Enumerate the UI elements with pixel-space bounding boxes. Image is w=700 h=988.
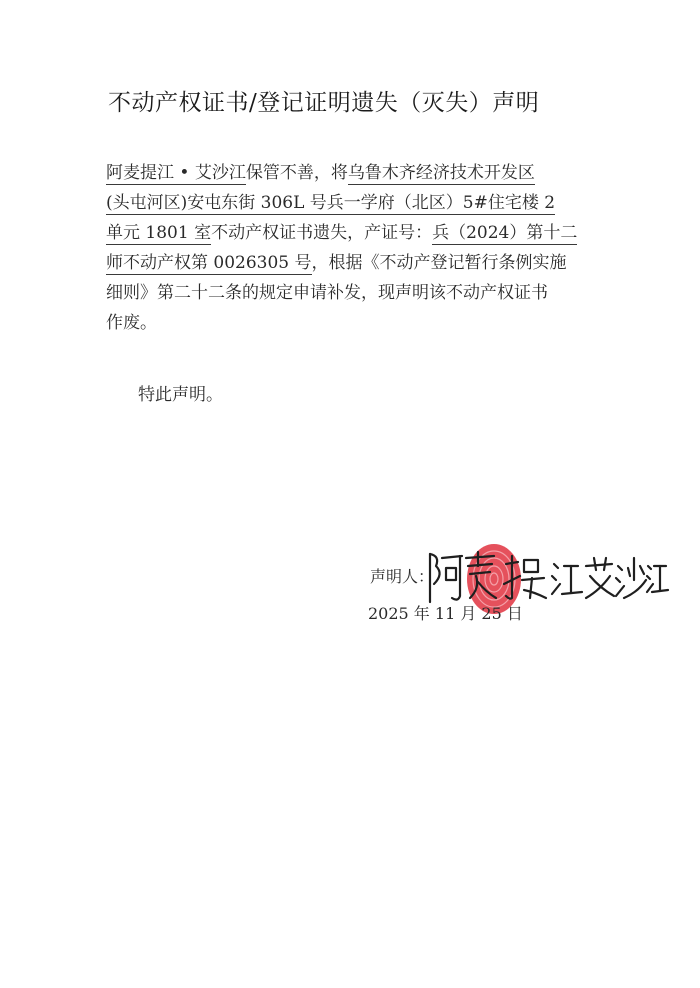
body-line-6: 作废。 [106,313,157,333]
certificate-number: 兵（2024）第十二 [432,223,578,243]
body-line-1 [106,158,594,188]
owner-name: 阿麦提江 • 艾沙江 [106,163,246,183]
property-address-continued: (头屯河区)安屯东街 306L 号兵一学府（北区）5#住宅楼 2 [106,193,556,213]
body-line-3 [106,218,594,248]
body-text-segment: ，根据《不动产登记暂行条例实施 [311,253,567,273]
body-line-5: 细则》第二十二条的规定申请补发，现声明该不动产权证书 [106,283,548,303]
property-unit: 单元 1801 室 [106,223,212,243]
declarant-label: 声明人： [370,567,435,586]
body-line-4 [106,248,594,278]
property-address: 乌鲁木齐经济技术开发区 [347,163,535,183]
certificate-number-continued: 师不动产权第 0026305 号 [106,253,312,273]
statement-body [106,158,594,338]
statement-date: 2025 年 11 月 25 日 [368,604,523,623]
page-title: 不动产权证书/登记证明遗失（灭失）声明 [108,90,540,116]
body-line-2 [106,188,594,218]
body-text-segment: 保管不善，将 [245,163,348,183]
closing-statement: 特此声明。 [138,385,223,405]
body-text-segment: 不动产权证书遗失，产证号： [211,223,433,243]
